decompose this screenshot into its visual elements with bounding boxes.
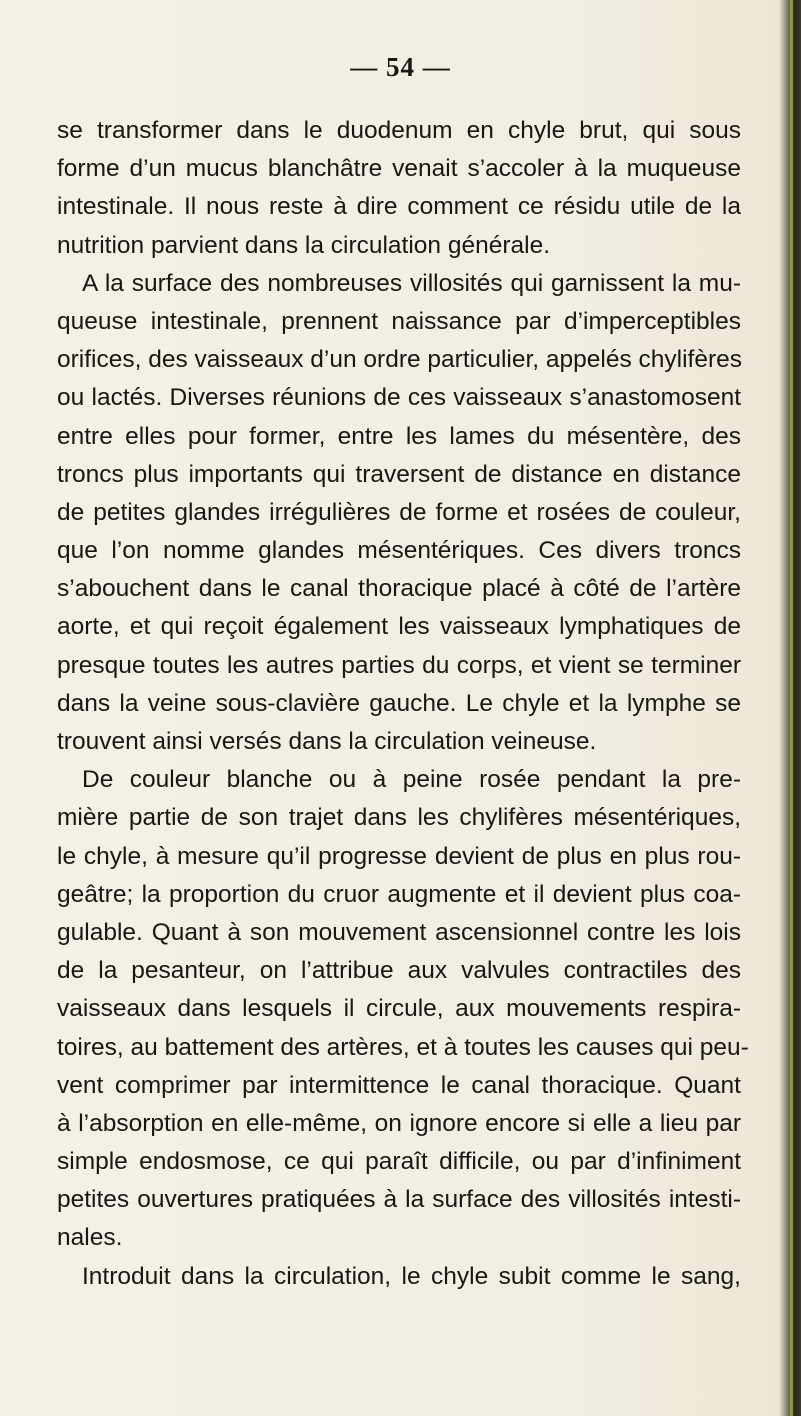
text-line: nutrition parvient dans la circulation générale. bbox=[57, 231, 551, 259]
text-line: A la surface des nombreuses villosités qui garnissent la mu- bbox=[82, 269, 741, 297]
text-line: aorte, et qui reçoit également les vaisseaux lymphatiques de bbox=[57, 613, 741, 641]
text-line: petites ouvertures pratiquées à la surface des villosités intesti- bbox=[57, 1186, 741, 1214]
text-line: simple endosmose, ce qui paraît difficile, ou par d’infiniment bbox=[57, 1148, 741, 1176]
text-line: dans la veine sous-clavière gauche. Le chyle et la lymphe se bbox=[57, 689, 741, 717]
text-line: troncs plus importants qui traversent de distance en distance bbox=[57, 460, 741, 488]
text-line: vent comprimer par intermittence le canal thoracique. Quant bbox=[57, 1071, 741, 1099]
text-line: le chyle, à mesure qu’il progresse devient de plus en plus rou- bbox=[57, 842, 741, 870]
text-line: intestinale. Il nous reste à dire comment ce résidu utile de la bbox=[57, 193, 741, 221]
text-line: forme d’un mucus blanchâtre venait s’accoler à la muqueuse bbox=[57, 155, 741, 183]
text-line: geâtre; la proportion du cruor augmente et il devient plus coa- bbox=[57, 880, 741, 908]
text-line: de la pesanteur, on l’attribue aux valvules contractiles des bbox=[57, 957, 741, 985]
text-line: nales. bbox=[57, 1224, 123, 1252]
text-line: Introduit dans la circulation, le chyle subit comme le sang, bbox=[82, 1262, 741, 1290]
text-line: gulable. Quant à son mouvement ascensionnel contre les lois bbox=[57, 918, 741, 946]
text-line: De couleur blanche ou à peine rosée pendant la pre- bbox=[82, 766, 741, 794]
text-line: toires, au battement des artères, et à toutes les causes qui peu- bbox=[57, 1033, 749, 1061]
body-text bbox=[57, 112, 749, 1296]
text-line: queuse intestinale, prennent naissance par d’imperceptibles bbox=[57, 307, 741, 335]
text-line: orifices, des vaisseaux d’un ordre particulier, appelés chylifères bbox=[57, 346, 742, 374]
text-line: vaisseaux dans lesquels il circule, aux mouvements respira- bbox=[57, 995, 741, 1023]
text-line: que l’on nomme glandes mésentériques. Ces divers troncs bbox=[57, 537, 741, 565]
text-line: de petites glandes irrégulières de forme et rosées de couleur, bbox=[57, 498, 741, 526]
page-edge bbox=[790, 0, 793, 1416]
text-line: s’abouchent dans le canal thoracique placé à côté de l’artère bbox=[57, 575, 741, 603]
text-line: mière partie de son trajet dans les chylifères mésentériques, bbox=[57, 804, 741, 832]
text-line: presque toutes les autres parties du corps, et vient se terminer bbox=[57, 651, 741, 679]
page-number: — 54 — bbox=[350, 52, 451, 82]
text-line: ou lactés. Diverses réunions de ces vaisseaux s’anastomosent bbox=[57, 384, 741, 412]
text-line: entre elles pour former, entre les lames du mésentère, des bbox=[57, 422, 741, 450]
text-line: se transformer dans le duodenum en chyle brut, qui sous bbox=[57, 117, 741, 144]
text-line: à l’absorption en elle-même, on ignore encore si elle a lieu par bbox=[57, 1109, 741, 1137]
text-line: trouvent ainsi versés dans la circulation veineuse. bbox=[57, 728, 597, 755]
